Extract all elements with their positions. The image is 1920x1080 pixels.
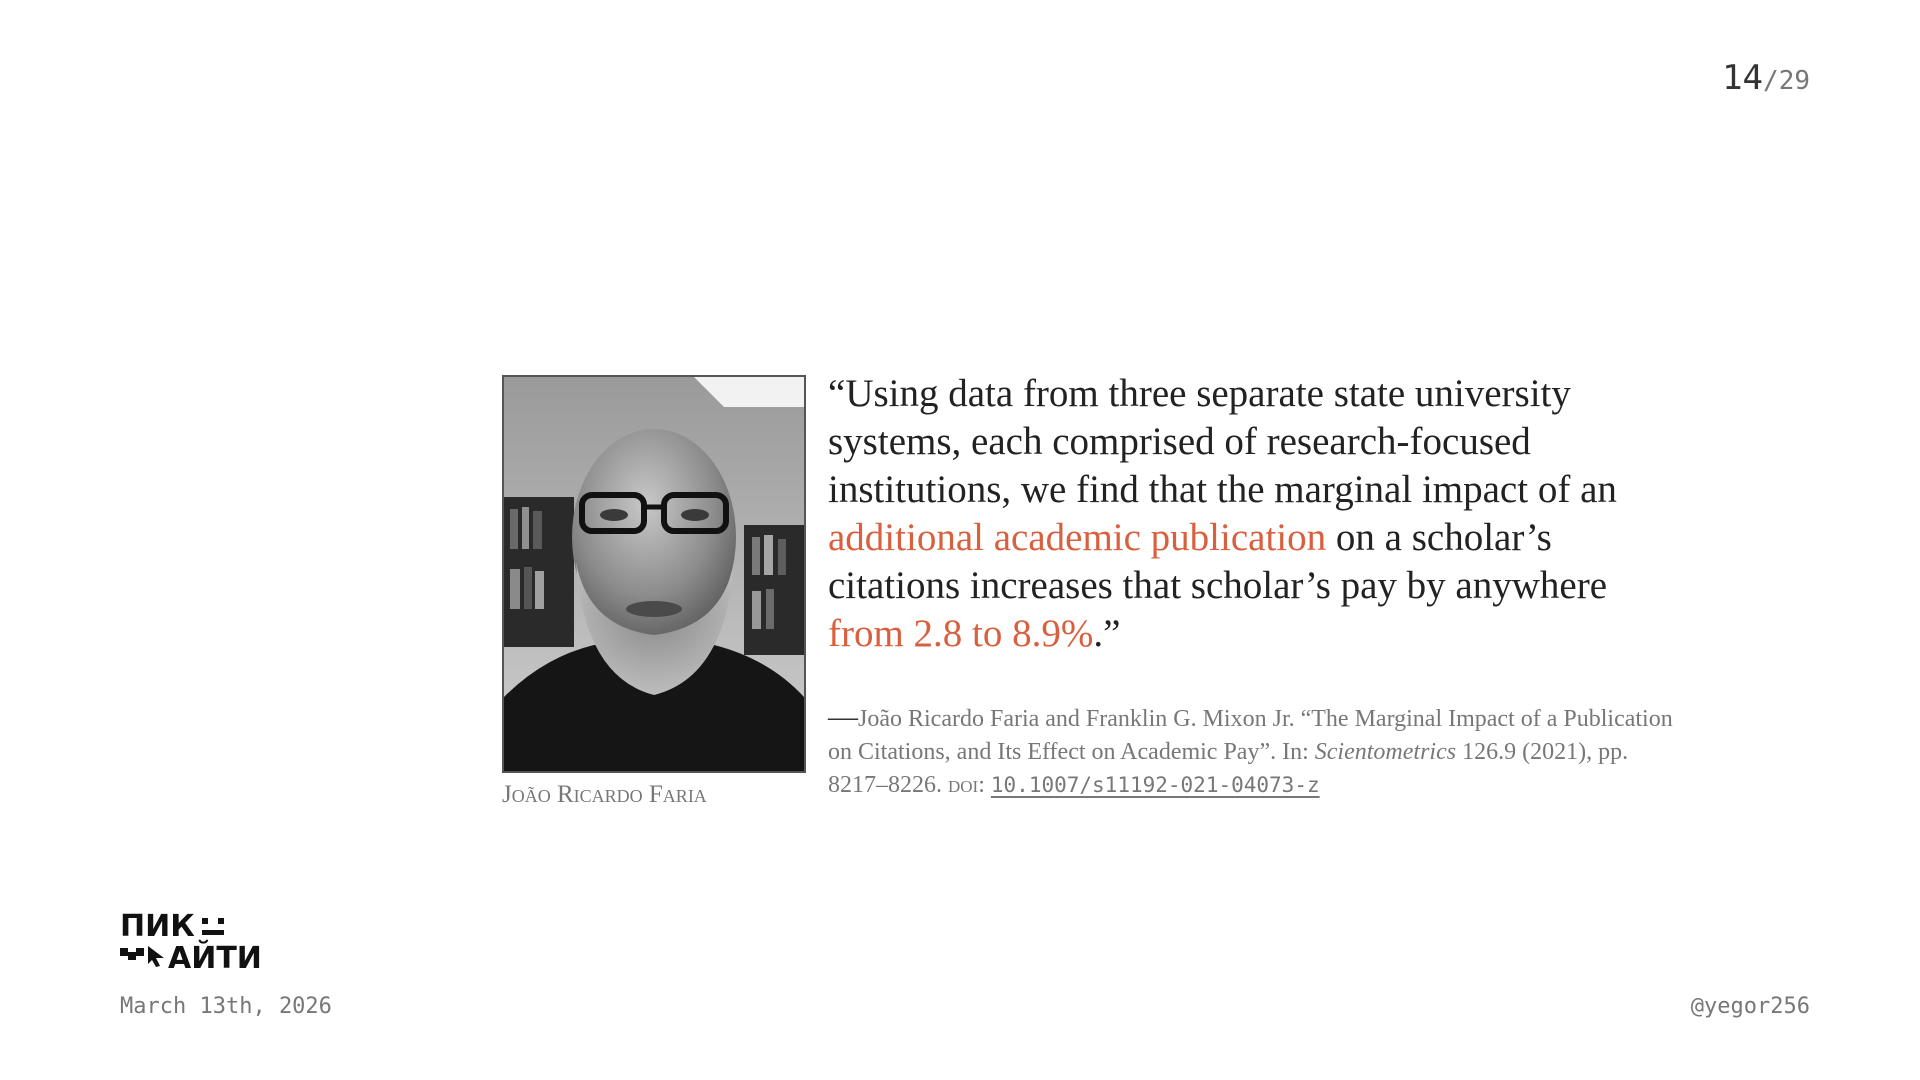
citation-journal: Scientometrics (1314, 739, 1457, 765)
portrait-block (502, 375, 806, 809)
quote-text (828, 370, 1688, 658)
page-separator: / (1763, 66, 1779, 96)
logo-mark (120, 912, 280, 972)
citation-authors-title: João Ricardo Faria and Franklin G. Mixon Jr. “The Marginal Impact of a Publication on Citations, and Its Effect on Academic Pay”. In: (828, 706, 1673, 765)
quote-close: .” (1093, 612, 1121, 655)
quote-highlight-pay-range: from 2.8 to 8.9% (828, 612, 1094, 655)
logo (120, 912, 280, 977)
portrait-photo (502, 375, 806, 773)
author-handle: @yegor256 (1690, 994, 1810, 1019)
page-current: 14 (1722, 58, 1764, 98)
portrait-image (504, 377, 804, 771)
citation-doi-link[interactable]: 10.1007/s11192-021-04073-z (990, 773, 1320, 797)
citation (828, 700, 1688, 802)
logo-line-1: ПИК (120, 912, 195, 944)
citation-volume-pages: 126.9 (2021), pp. 8217–8226. (828, 739, 1629, 798)
slide-date: March 13th, 2026 (120, 994, 332, 1019)
page-number (1722, 58, 1810, 98)
citation-dash: — (828, 700, 858, 733)
page-total: 29 (1778, 66, 1810, 96)
quote-open-mark: “ (828, 372, 846, 415)
quote-part-1: Using data from three separate state university systems, each comprised of research-focused institutions, we find that the marginal impact of an (828, 372, 1617, 511)
quote-part-2: on a scholar’s citations increases that scholar’s pay by anywhere (828, 516, 1608, 607)
citation-doi-label: doi: (948, 772, 985, 798)
quote-block (828, 370, 1688, 802)
quote-highlight-publication: additional academic publication (828, 516, 1327, 559)
logo-line-2: АЙТИ (168, 941, 262, 972)
portrait-caption: João Ricardo Faria (502, 781, 707, 808)
